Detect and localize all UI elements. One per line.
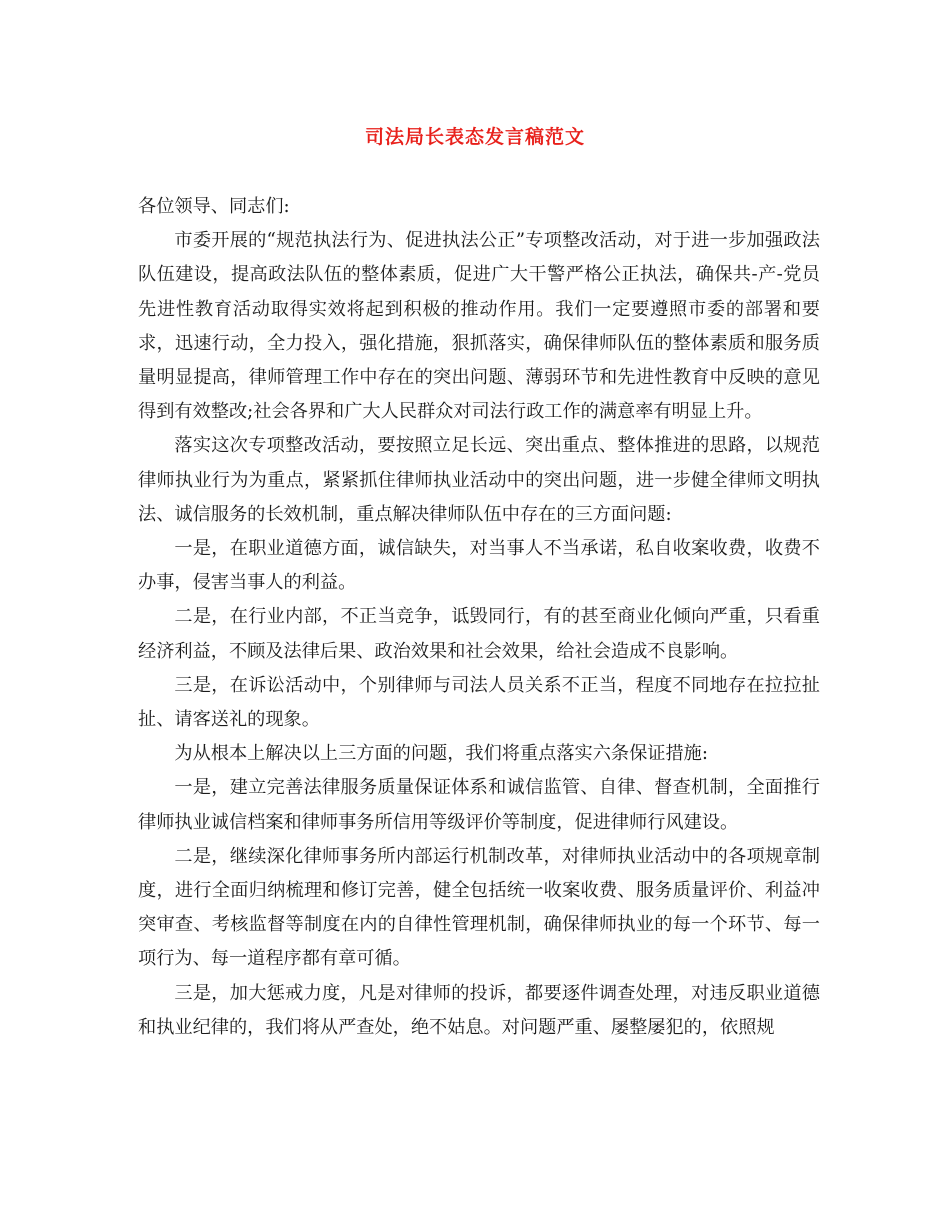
paragraph-problem-2: 二是，在行业内部，不正当竞争，诋毁同行，有的甚至商业化倾向严重，只看重经济利益，不顾及法律后果、政治效果和社会效果，给社会造成不良影响。 xyxy=(138,606,820,662)
paragraph-problem-1: 一是，在职业道德方面，诚信缺失，对当事人不当承诺，私自收案收费，收费不办事，侵害当事人的利益。 xyxy=(138,538,820,594)
paragraph-approach: 落实这次专项整改活动，要按照立足长远、突出重点、整体推进的思路，以规范律师执业行为为重点，紧紧抓住律师执业活动中的突出问题，进一步健全律师文明执法、诚信服务的长效机制，重点解决律师队伍中存在的三方面问题: xyxy=(138,435,820,525)
paragraph-measure-1: 一是，建立完善法律服务质量保证体系和诚信监管、自律、督查机制，全面推行律师执业诚信档案和律师事务所信用等级评价等制度，促进律师行风建设。 xyxy=(138,777,820,833)
greeting: 各位领导、同志们: xyxy=(138,196,290,217)
paragraph-measures-intro: 为从根本上解决以上三方面的问题，我们将重点落实六条保证措施: xyxy=(174,743,708,765)
document-title: 司法局长表态发言稿范文 xyxy=(364,126,585,148)
document-body xyxy=(138,190,820,1045)
paragraph-measure-2: 二是，继续深化律师事务所内部运行机制改革，对律师执业活动中的各项规章制度，进行全面归纳梳理和修订完善，健全包括统一收案收费、服务质量评价、利益冲突审查、考核监督等制度在内的自律性管理机制，确保律师执业的每一个环节、每一项行为、每一道程序都有章可循。 xyxy=(138,845,820,970)
paragraph-measure-3: 三是，加大惩戒力度，凡是对律师的投诉，都要逐件调查处理，对违反职业道德和执业纪律的，我们将从严查处，绝不姑息。对问题严重、屡整屡犯的，依照规 xyxy=(138,982,820,1038)
paragraph-intro: 市委开展的“规范执法行为、促进执法公正”专项整改活动，对于进一步加强政法队伍建设，提高政法队伍的整体素质，促进广大干警严格公正执法，确保共-产-党员先进性教育活动取得实效将起到积极的推动作用。我们一定要遵照市委的部署和要求，迅速行动，全力投入，强化措施，狠抓落实，确保律师队伍的整体素质和服务质量明显提高，律师管理工作中存在的突出问题、薄弱环节和先进性教育中反映的意见得到有效整改;社会各界和广大人民群众对司法行政工作的满意率有明显上升。 xyxy=(138,230,820,423)
paragraph-problem-3: 三是，在诉讼活动中，个别律师与司法人员关系不正当，程度不同地存在拉拉扯扯、请客送礼的现象。 xyxy=(138,674,820,731)
